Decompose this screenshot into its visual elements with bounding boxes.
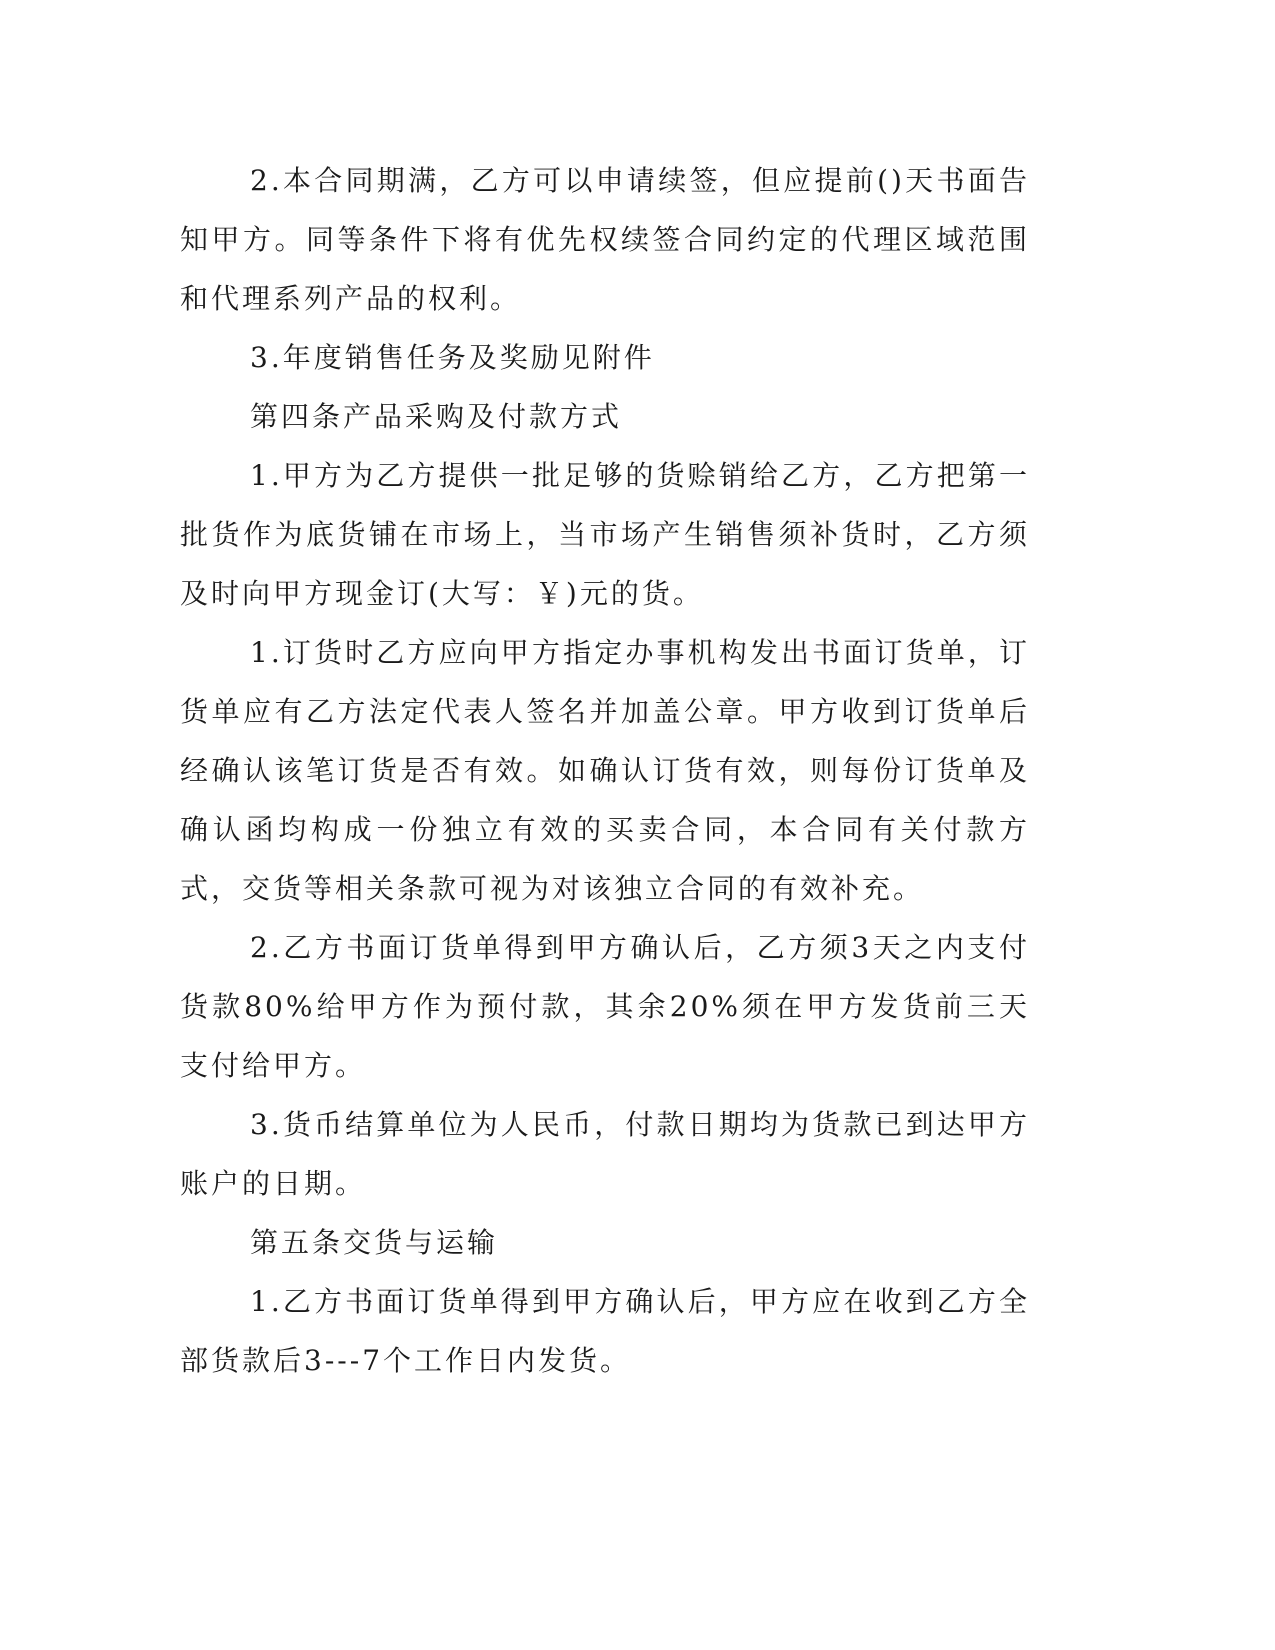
clause-renewal: 2.本合同期满，乙方可以申请续签，但应提前()天书面告知甲方。同等条件下将有优先权续签合同约定的代理区域范围和代理系列产品的权利。 bbox=[180, 164, 1030, 315]
clause-settlement-currency: 3.货币结算单位为人民币，付款日期均为货款已到达甲方账户的日期。 bbox=[180, 1108, 1030, 1200]
clause-credit-sale: 1.甲方为乙方提供一批足够的货赊销给乙方，乙方把第一批货作为底货铺在市场上，当市场产生销售须补货时，乙方须及时向甲方现金订(大写：￥)元的货。 bbox=[180, 459, 1030, 610]
clause-delivery-time: 1.乙方书面订货单得到甲方确认后，甲方应在收到乙方全部货款后3---7个工作日内发货。 bbox=[180, 1285, 1030, 1377]
document-body bbox=[180, 151, 1030, 1390]
section-heading-article-5: 第五条交货与运输 bbox=[250, 1226, 499, 1259]
clause-payment-terms: 2.乙方书面订货单得到甲方确认后，乙方须3天之内支付货款80%给甲方作为预付款，其余20%须在甲方发货前三天支付给甲方。 bbox=[180, 931, 1030, 1082]
clause-annual-sales-task: 3.年度销售任务及奖励见附件 bbox=[250, 341, 655, 374]
section-heading-article-4: 第四条产品采购及付款方式 bbox=[250, 400, 623, 433]
clause-order-procedure: 1.订货时乙方应向甲方指定办事机构发出书面订货单，订货单应有乙方法定代表人签名并加盖公章。甲方收到订货单后经确认该笔订货是否有效。如确认订货有效，则每份订货单及确认函均构成一份独立有效的买卖合同，本合同有关付款方式，交货等相关条款可视为对该独立合同的有效补充。 bbox=[180, 636, 1030, 905]
